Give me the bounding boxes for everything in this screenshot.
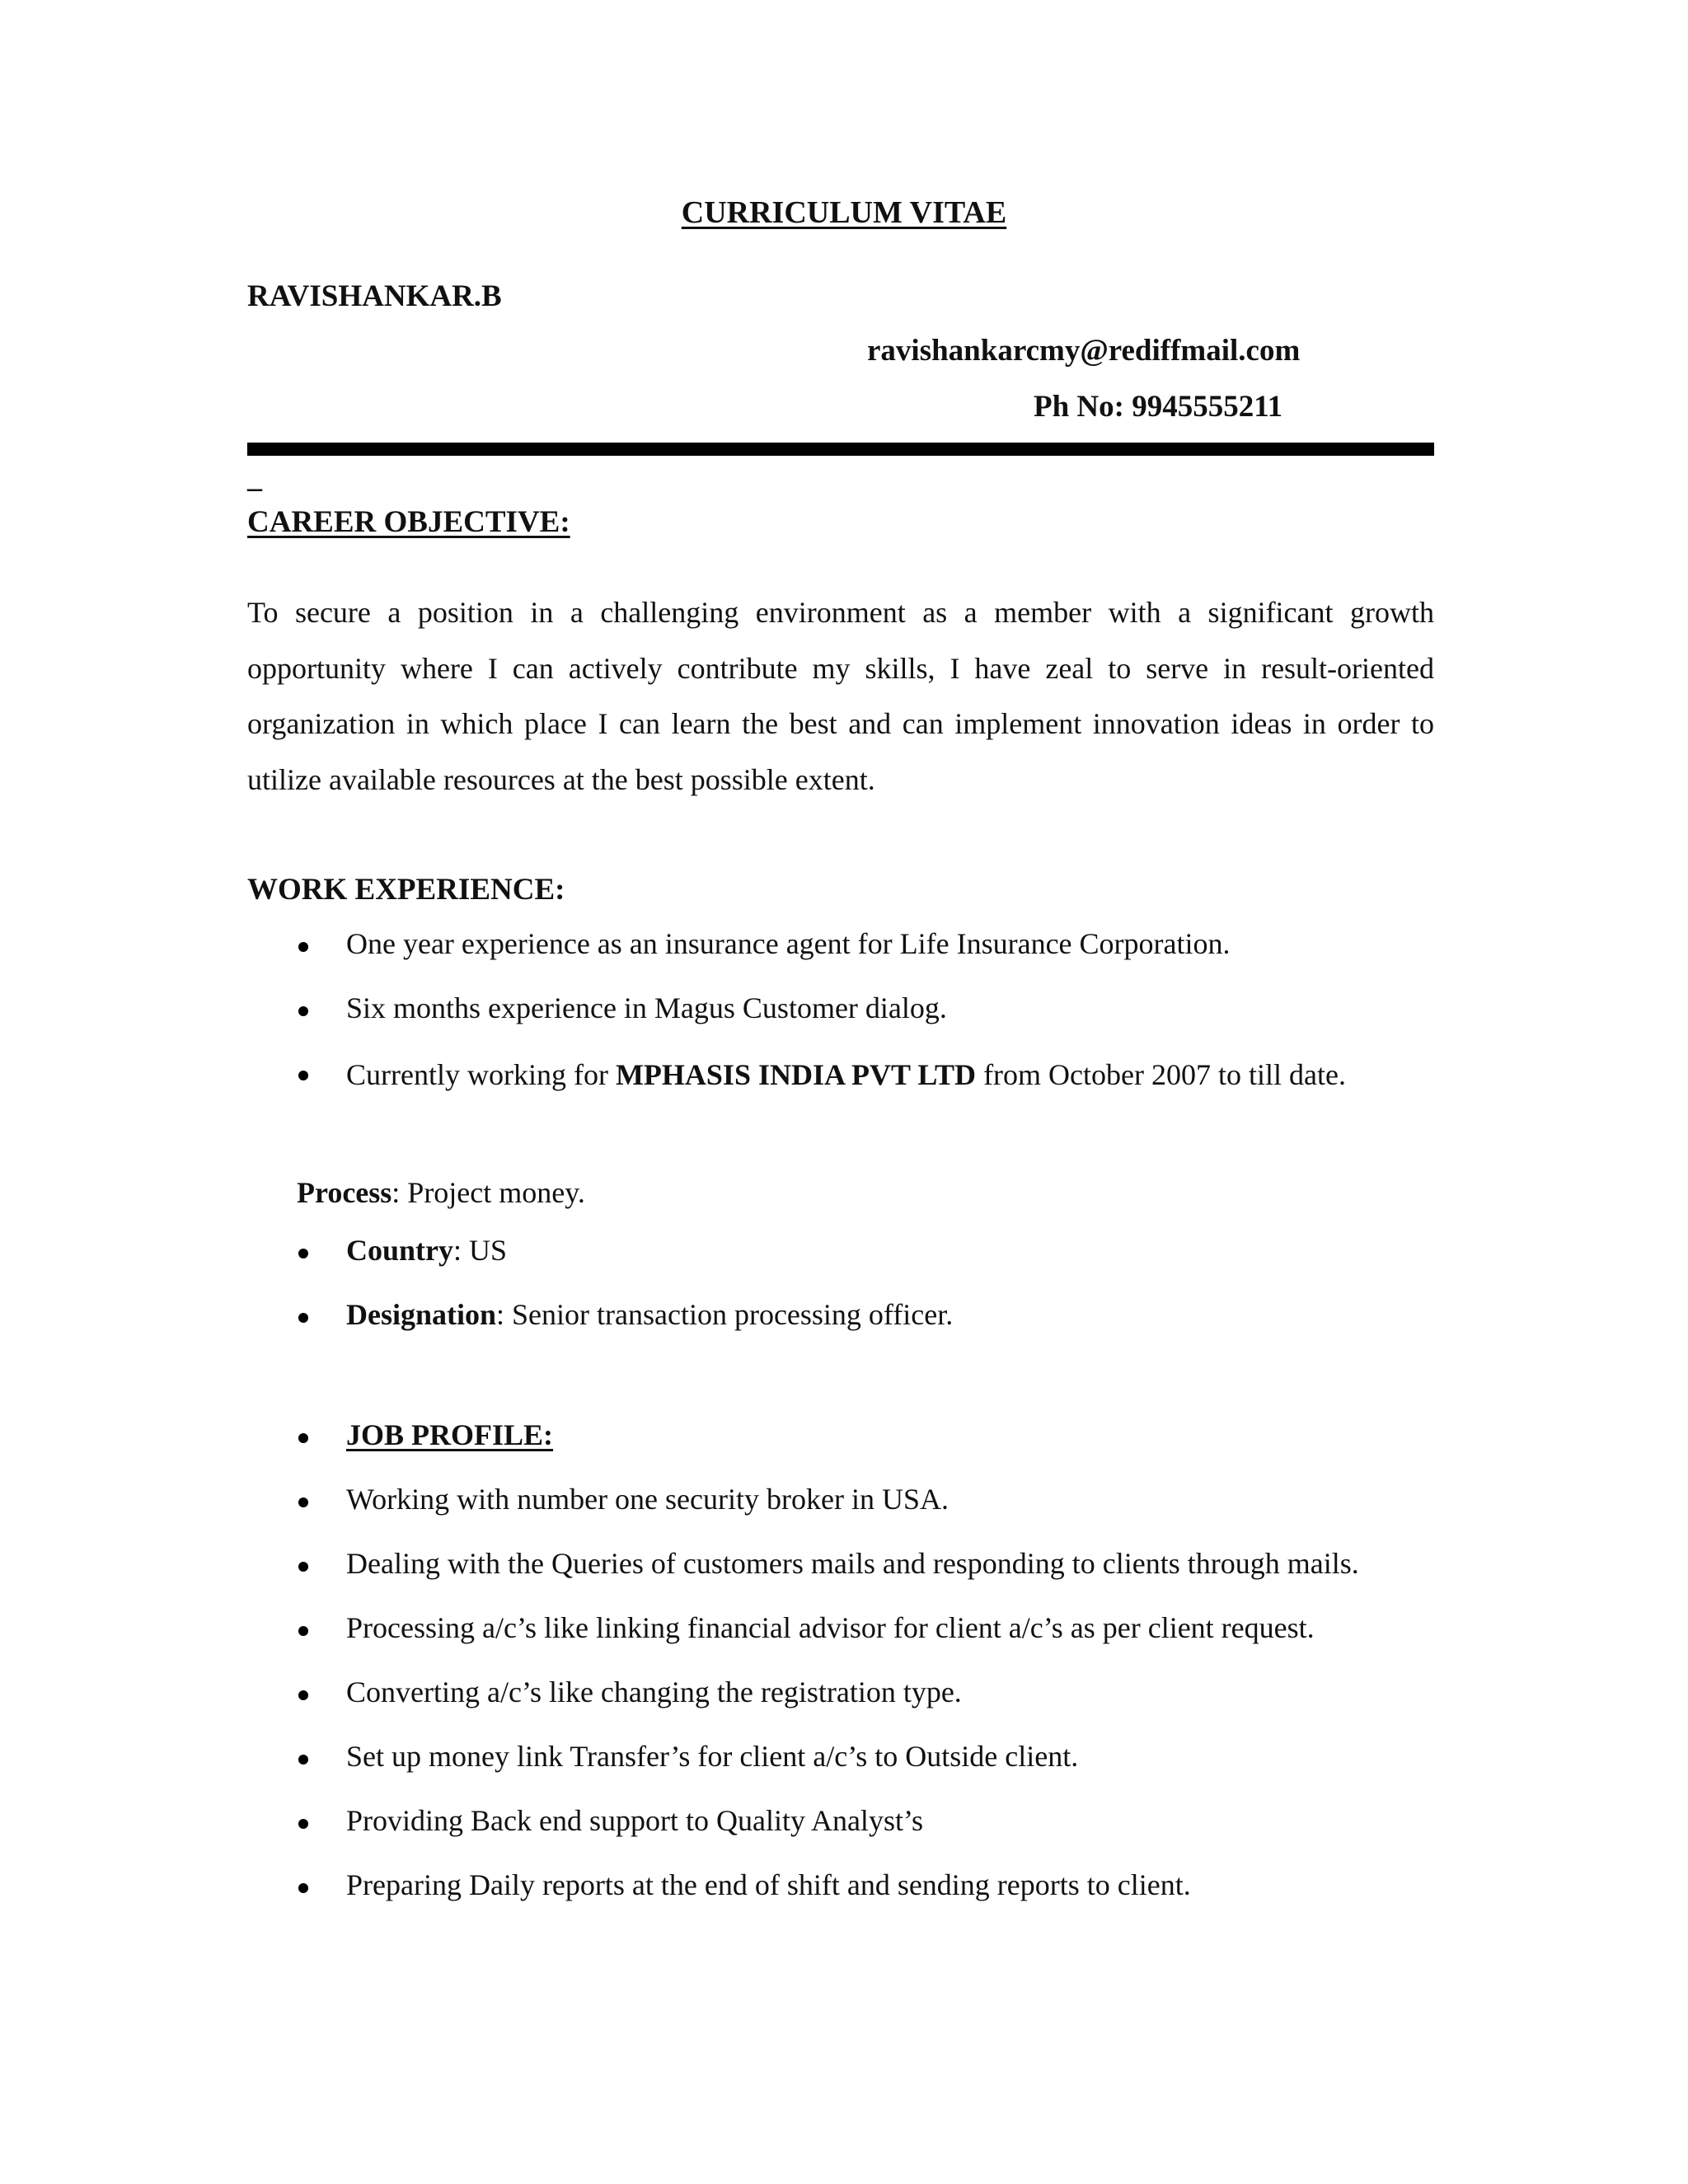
job-profile-item-text: Set up money link Transfer’s for client a/c’s to Outside client. [346, 1740, 1079, 1773]
job-profile-item-text: Preparing Daily reports at the end of shift and sending reports to client. [346, 1868, 1191, 1901]
designation-value: : Senior transaction processing officer. [496, 1298, 954, 1331]
job-profile-item-text: Converting a/c’s like changing the registration type. [346, 1675, 962, 1708]
bullet-icon [298, 1755, 308, 1765]
work-item-text: One year experience as an insurance agent for Life Insurance Corporation. [346, 927, 1231, 960]
career-objective-text: To secure a position in a challenging environment as a member with a significant growth opportunity where I can actively contribute my skills, I have zeal to serve in result-oriented organization in which place I can learn the best and can implement innovation ideas in order to utilize available resources at the best possible extent. [247, 596, 1434, 796]
work-item-mphasis-text [346, 1047, 1434, 1104]
job-profile-item-text: Dealing with the Queries of customers mails and responding to clients through mails. [346, 1547, 1359, 1580]
country-line [346, 1233, 507, 1268]
career-objective-heading: CAREER OBJECTIVE: [247, 505, 570, 539]
document-title: CURRICULUM VITAE [681, 195, 1007, 230]
job-profile-item-text: Providing Back end support to Quality Analyst’s [346, 1804, 923, 1837]
bullet-icon [298, 1006, 308, 1016]
bullet-icon [298, 1819, 308, 1829]
header-divider [247, 443, 1434, 456]
bullet-icon [298, 1690, 308, 1700]
bullet-icon [298, 1562, 308, 1572]
bullet-icon [298, 1883, 308, 1893]
bullet-icon [298, 942, 308, 952]
company-name: MPHASIS INDIA PVT LTD [615, 1058, 977, 1091]
bullet-icon [298, 1433, 308, 1443]
designation-label: Designation [346, 1298, 497, 1331]
job-profile-heading: JOB PROFILE: [346, 1418, 554, 1451]
process-value: : Project money. [392, 1176, 585, 1209]
phone-number: Ph No: 9945555211 [1034, 390, 1283, 424]
email-address: ravishankarcmy@rediffmail.com [867, 334, 1301, 368]
designation-line [346, 1297, 953, 1332]
job-profile-item-text: Processing a/c’s like linking financial advisor for client a/c’s as per client request. [346, 1611, 1315, 1644]
mphasis-prefix: Currently working for [346, 1058, 616, 1091]
bullet-icon [298, 1249, 308, 1258]
country-value: : US [453, 1234, 508, 1267]
bullet-icon [298, 1071, 308, 1080]
work-item-text: Six months experience in Magus Customer dialog. [346, 991, 947, 1024]
bullet-icon [298, 1313, 308, 1323]
process-label: Process [297, 1176, 392, 1209]
job-profile-item-text: Working with number one security broker in USA. [346, 1483, 949, 1516]
bullet-icon [298, 1626, 308, 1636]
country-label: Country [346, 1234, 454, 1267]
mphasis-suffix: from October 2007 to till date. [976, 1058, 1346, 1091]
work-experience-heading: WORK EXPERIENCE: [247, 873, 565, 907]
candidate-name: RAVISHANKAR.B [247, 279, 502, 313]
bullet-icon [298, 1497, 308, 1507]
stray-underscore: _ [247, 461, 262, 494]
process-line [297, 1175, 585, 1210]
